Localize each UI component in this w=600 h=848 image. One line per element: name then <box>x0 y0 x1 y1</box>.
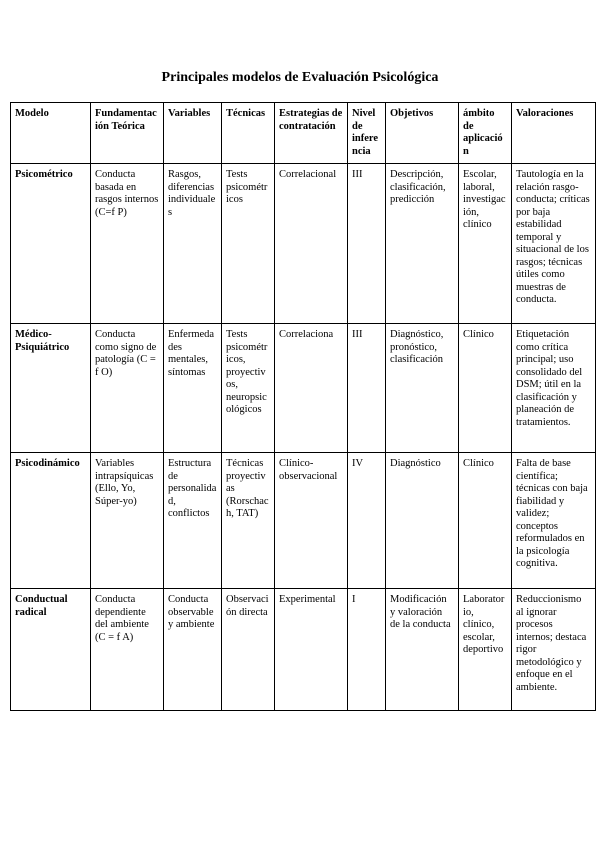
cell-fundamentacion: Conducta basada en rasgos internos (C=f P) <box>91 164 164 324</box>
header-modelo: Modelo <box>11 103 91 164</box>
cell-valoraciones: Tautología en la relación rasgo-conducta; críticas por baja estabilidad temporal y situacional de los rasgos; técnicas útiles como muestras de conducta. <box>512 164 596 324</box>
cell-estrategias: Clínico-observacional <box>275 453 348 589</box>
header-valoraciones: Valoraciones <box>512 103 596 164</box>
cell-variables: Estructura de personalidad, conflictos <box>164 453 222 589</box>
cell-modelo: Psicodinámico <box>11 453 91 589</box>
header-estrategias: Estrategias de contratación <box>275 103 348 164</box>
cell-objetivos: Diagnóstico <box>386 453 459 589</box>
cell-valoraciones: Reduccionismo al ignorar procesos internos; destaca rigor metodológico y enfoque en el ambiente. <box>512 589 596 711</box>
cell-estrategias: Correlacional <box>275 164 348 324</box>
header-fundamentacion: Fundamentación Teórica <box>91 103 164 164</box>
header-objetivos: Objetivos <box>386 103 459 164</box>
cell-estrategias: Correlaciona <box>275 324 348 453</box>
cell-variables: Rasgos, diferencias individuales <box>164 164 222 324</box>
header-variables: Variables <box>164 103 222 164</box>
cell-ambito: Escolar, laboral, investigación, clínico <box>459 164 512 324</box>
cell-ambito: Clínico <box>459 324 512 453</box>
models-table <box>10 102 596 711</box>
table-row <box>11 453 596 589</box>
cell-variables: Conducta observable y ambiente <box>164 589 222 711</box>
cell-variables: Enfermedades mentales, síntomas <box>164 324 222 453</box>
cell-modelo: Psicométrico <box>11 164 91 324</box>
cell-tecnicas: Observación directa <box>222 589 275 711</box>
cell-modelo: Médico-Psiquiátrico <box>11 324 91 453</box>
header-ambito: ámbito de aplicación <box>459 103 512 164</box>
header-tecnicas: Técnicas <box>222 103 275 164</box>
cell-tecnicas: Tests psicométricos <box>222 164 275 324</box>
cell-fundamentacion: Variables intrapsíquicas (Ello, Yo, Súper-yo) <box>91 453 164 589</box>
cell-nivel: III <box>348 164 386 324</box>
cell-nivel: IV <box>348 453 386 589</box>
cell-tecnicas: Tests psicométricos, proyectivos, neuropsicológicos <box>222 324 275 453</box>
cell-objetivos: Descripción, clasificación, predicción <box>386 164 459 324</box>
cell-objetivos: Diagnóstico, pronóstico, clasificación <box>386 324 459 453</box>
header-nivel: Nivel de inferencia <box>348 103 386 164</box>
cell-fundamentacion: Conducta como signo de patología (C = f O) <box>91 324 164 453</box>
cell-fundamentacion: Conducta dependiente del ambiente (C = f A) <box>91 589 164 711</box>
cell-objetivos: Modificación y valoración de la conducta <box>386 589 459 711</box>
cell-estrategias: Experimental <box>275 589 348 711</box>
cell-modelo: Conductual radical <box>11 589 91 711</box>
cell-nivel: I <box>348 589 386 711</box>
table-row <box>11 324 596 453</box>
header-row <box>11 103 596 164</box>
cell-valoraciones: Etiquetación como crítica principal; uso consolidado del DSM; útil en la clasificación y planeación de tratamientos. <box>512 324 596 453</box>
cell-ambito: Clínico <box>459 453 512 589</box>
cell-nivel: III <box>348 324 386 453</box>
cell-ambito: Laboratorio, clínico, escolar, deportivo <box>459 589 512 711</box>
table-row <box>11 589 596 711</box>
page-title: Principales modelos de Evaluación Psicológica <box>161 70 439 85</box>
cell-tecnicas: Técnicas proyectivas (Rorschach, TAT) <box>222 453 275 589</box>
table-row <box>11 164 596 324</box>
cell-valoraciones: Falta de base científica; técnicas con baja fiabilidad y validez; conceptos reformulados en la psicología cognitiva. <box>512 453 596 589</box>
